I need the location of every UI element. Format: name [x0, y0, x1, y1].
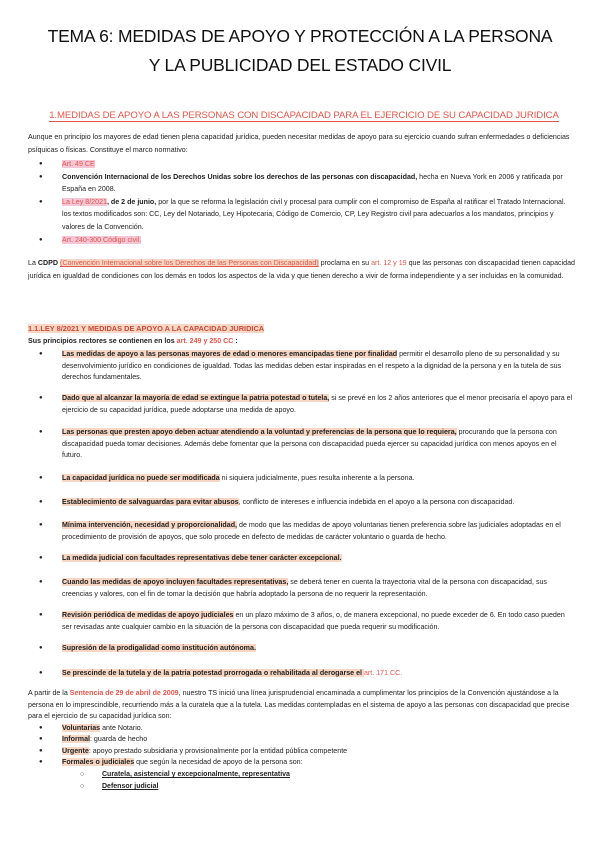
list-item: ● Establecimiento de salvaguardas para evitar abusos, conflicto de intereses e influencia indebida en el apoyo a la persona con discapacidad.	[36, 497, 576, 509]
list-item: ● Revisión periódica de medidas de apoyo judiciales en un plazo máximo de 3 años, o, de manera excepcional, no puede exceder de 6. En todo caso pueden ser revisadas ante cualquier cambio en la situación de la persona con discapacidad que pueda requerir su modificación.	[36, 610, 576, 633]
list-item: ● Dado que al alcanzar la mayoría de edad se extingue la patria potestad o tutela, si se prevé en los 2 años anteriores que el menor precisaría el apoyo para el ejercicio de su capacidad jurídica, puede adoptarse una medida de apoyo.	[36, 393, 576, 416]
jurisprudence-paragraph: A partir de la Sentencia de 29 de abril de 2009, nuestro TS inició una línea jurisprudencial encaminada a cumplimentar los principios de la Convención ajustándose a la persona en lo imprescindible, recurriendo más a la curatela que a la tutela. Las medidas contempladas en el sistema de apoyo a las personas con discapacidad que precise para el ejercicio de su capacidad jurídica son:	[28, 689, 570, 721]
list-item: ● La capacidad jurídica no puede ser modificada ni siquiera judicialmente, pues resulta inherente a la persona.	[36, 473, 576, 485]
list-item: ● Voluntarias ante Notario.	[36, 723, 576, 734]
list-item: ● La Ley 8/2021, de 2 de junio, por la que se reforma la legislación civil y procesal para cumplir con el compromiso de España al ratificar el Tratado Internacional. los textos modificados son: CC, Ley del Notariado, Ley Hipotecaria, Código de Comercio, CP, Ley Registro civil para adecuarlos a los mandatos, principios y valores de la Convención.	[36, 196, 576, 234]
principles-intro: Sus principios rectores se contienen en los art. 249 y 250 CC :	[28, 337, 238, 345]
cdpd-paragraph: La CDPD (Convención Internacional sobre los Derechos de las Personas con Discapacidad) proclama en su art. 12 y 19 que las personas con discapacidad tienen capacidad jurídica en igualdad de condiciones con los demás en todos los aspectos de la vida y que tienen derecho a vivir de forma independiente y a ser incluidas en la comunidad.	[28, 259, 575, 280]
list-item: ● Las personas que presten apoyo deben actuar atendiendo a la voluntad y preferencias de la persona que lo requiera, procurando que la persona con discapacidad pueda tomar decisiones. Además debe fomentar que la persona con discapacidad pueda ejercer su capacidad jurídica con menos apoyos en el futuro.	[36, 427, 576, 462]
list-item: ● Urgente: apoyo prestado subsidiaria y provisionalmente por la entidad pública competente	[36, 746, 576, 757]
page-title-line2: Y LA PUBLICIDAD DEL ESTADO CIVIL	[148, 55, 452, 75]
page-title: TEMA 6: MEDIDAS DE APOYO Y PROTECCIÓN A LA PERSONA	[47, 26, 553, 46]
section-heading-1: 1.MEDIDAS DE APOYO A LAS PERSONAS CON DISCAPACIDAD PARA EL EJERCICIO DE SU CAPACIDAD JURIDICA	[49, 110, 559, 121]
normative-list	[36, 158, 576, 246]
section-heading-1-1: 1.1.LEY 8/2021 Y MEDIDAS DE APOYO A LA CAPACIDAD JURIDICA	[28, 324, 265, 333]
list-item: ● Informal: guarda de hecho	[36, 734, 576, 745]
list-item: ● Convención Internacional de los Derechos Unidas sobre los derechos de las personas con discapacidad, hecha en Nueva York en 2006 y ratificada por España en 2008.	[36, 171, 576, 196]
list-item: ● Mínima intervención, necesidad y proporcionalidad, de modo que las medidas de apoyo voluntarias tienen preferencia sobre las judiciales adoptadas en el procedimiento de provisión de apoyos, que solo procede en defecto de medidas de carácter voluntario o guarda de hecho.	[36, 520, 576, 543]
list-item: ○ Curatela, asistencial y excepcionalmente, representativa	[90, 769, 290, 781]
list-item: ○ Defensor judicial	[90, 781, 290, 793]
list-item: ● La medida judicial con facultades representativas debe tener carácter excepcional.	[36, 553, 576, 565]
judicial-measures-list	[90, 769, 290, 793]
list-item: ● Formales o judiciales que según la necesidad de apoyo de la persona son:	[36, 757, 576, 768]
section1-intro: Aunque en principio los mayores de edad tienen plena capacidad jurídica, pueden necesitar medidas de apoyo para su ejercicio cuando sufran enfermedades o deficiencias psíquicas o físicas. Constituye el marco normativo:	[28, 133, 570, 154]
list-item: ● Art. 240-300 Código civil.	[36, 234, 576, 247]
list-item: ● Cuando las medidas de apoyo incluyen facultades representativas, se deberá tener en cuenta la trayectoria vital de la persona con discapacidad, sus creencias y valores, con el fin de tomar la decisión que habría adoptado la persona de no requerir la representación.	[36, 577, 576, 600]
list-item: ● Se prescinde de la tutela y de la patria potestad prorrogada o rehabilitada al derogarse el art. 171 CC.	[36, 668, 576, 680]
measures-list	[36, 723, 576, 769]
list-item: ● Supresión de la prodigalidad como institución autónoma.	[36, 643, 576, 655]
list-item: ● Las medidas de apoyo a las personas mayores de edad o menores emancipadas tiene por finalidad permitir el desarrollo pleno de su personalidad y su desenvolvimiento jurídico en condiciones de igualdad. Todas las medidas deben estar inspiradas en el respeto a la dignidad de la persona y en la tutela de sus derechos fundamentales.	[36, 349, 576, 384]
list-item: ● Art. 49 CE	[36, 158, 576, 171]
